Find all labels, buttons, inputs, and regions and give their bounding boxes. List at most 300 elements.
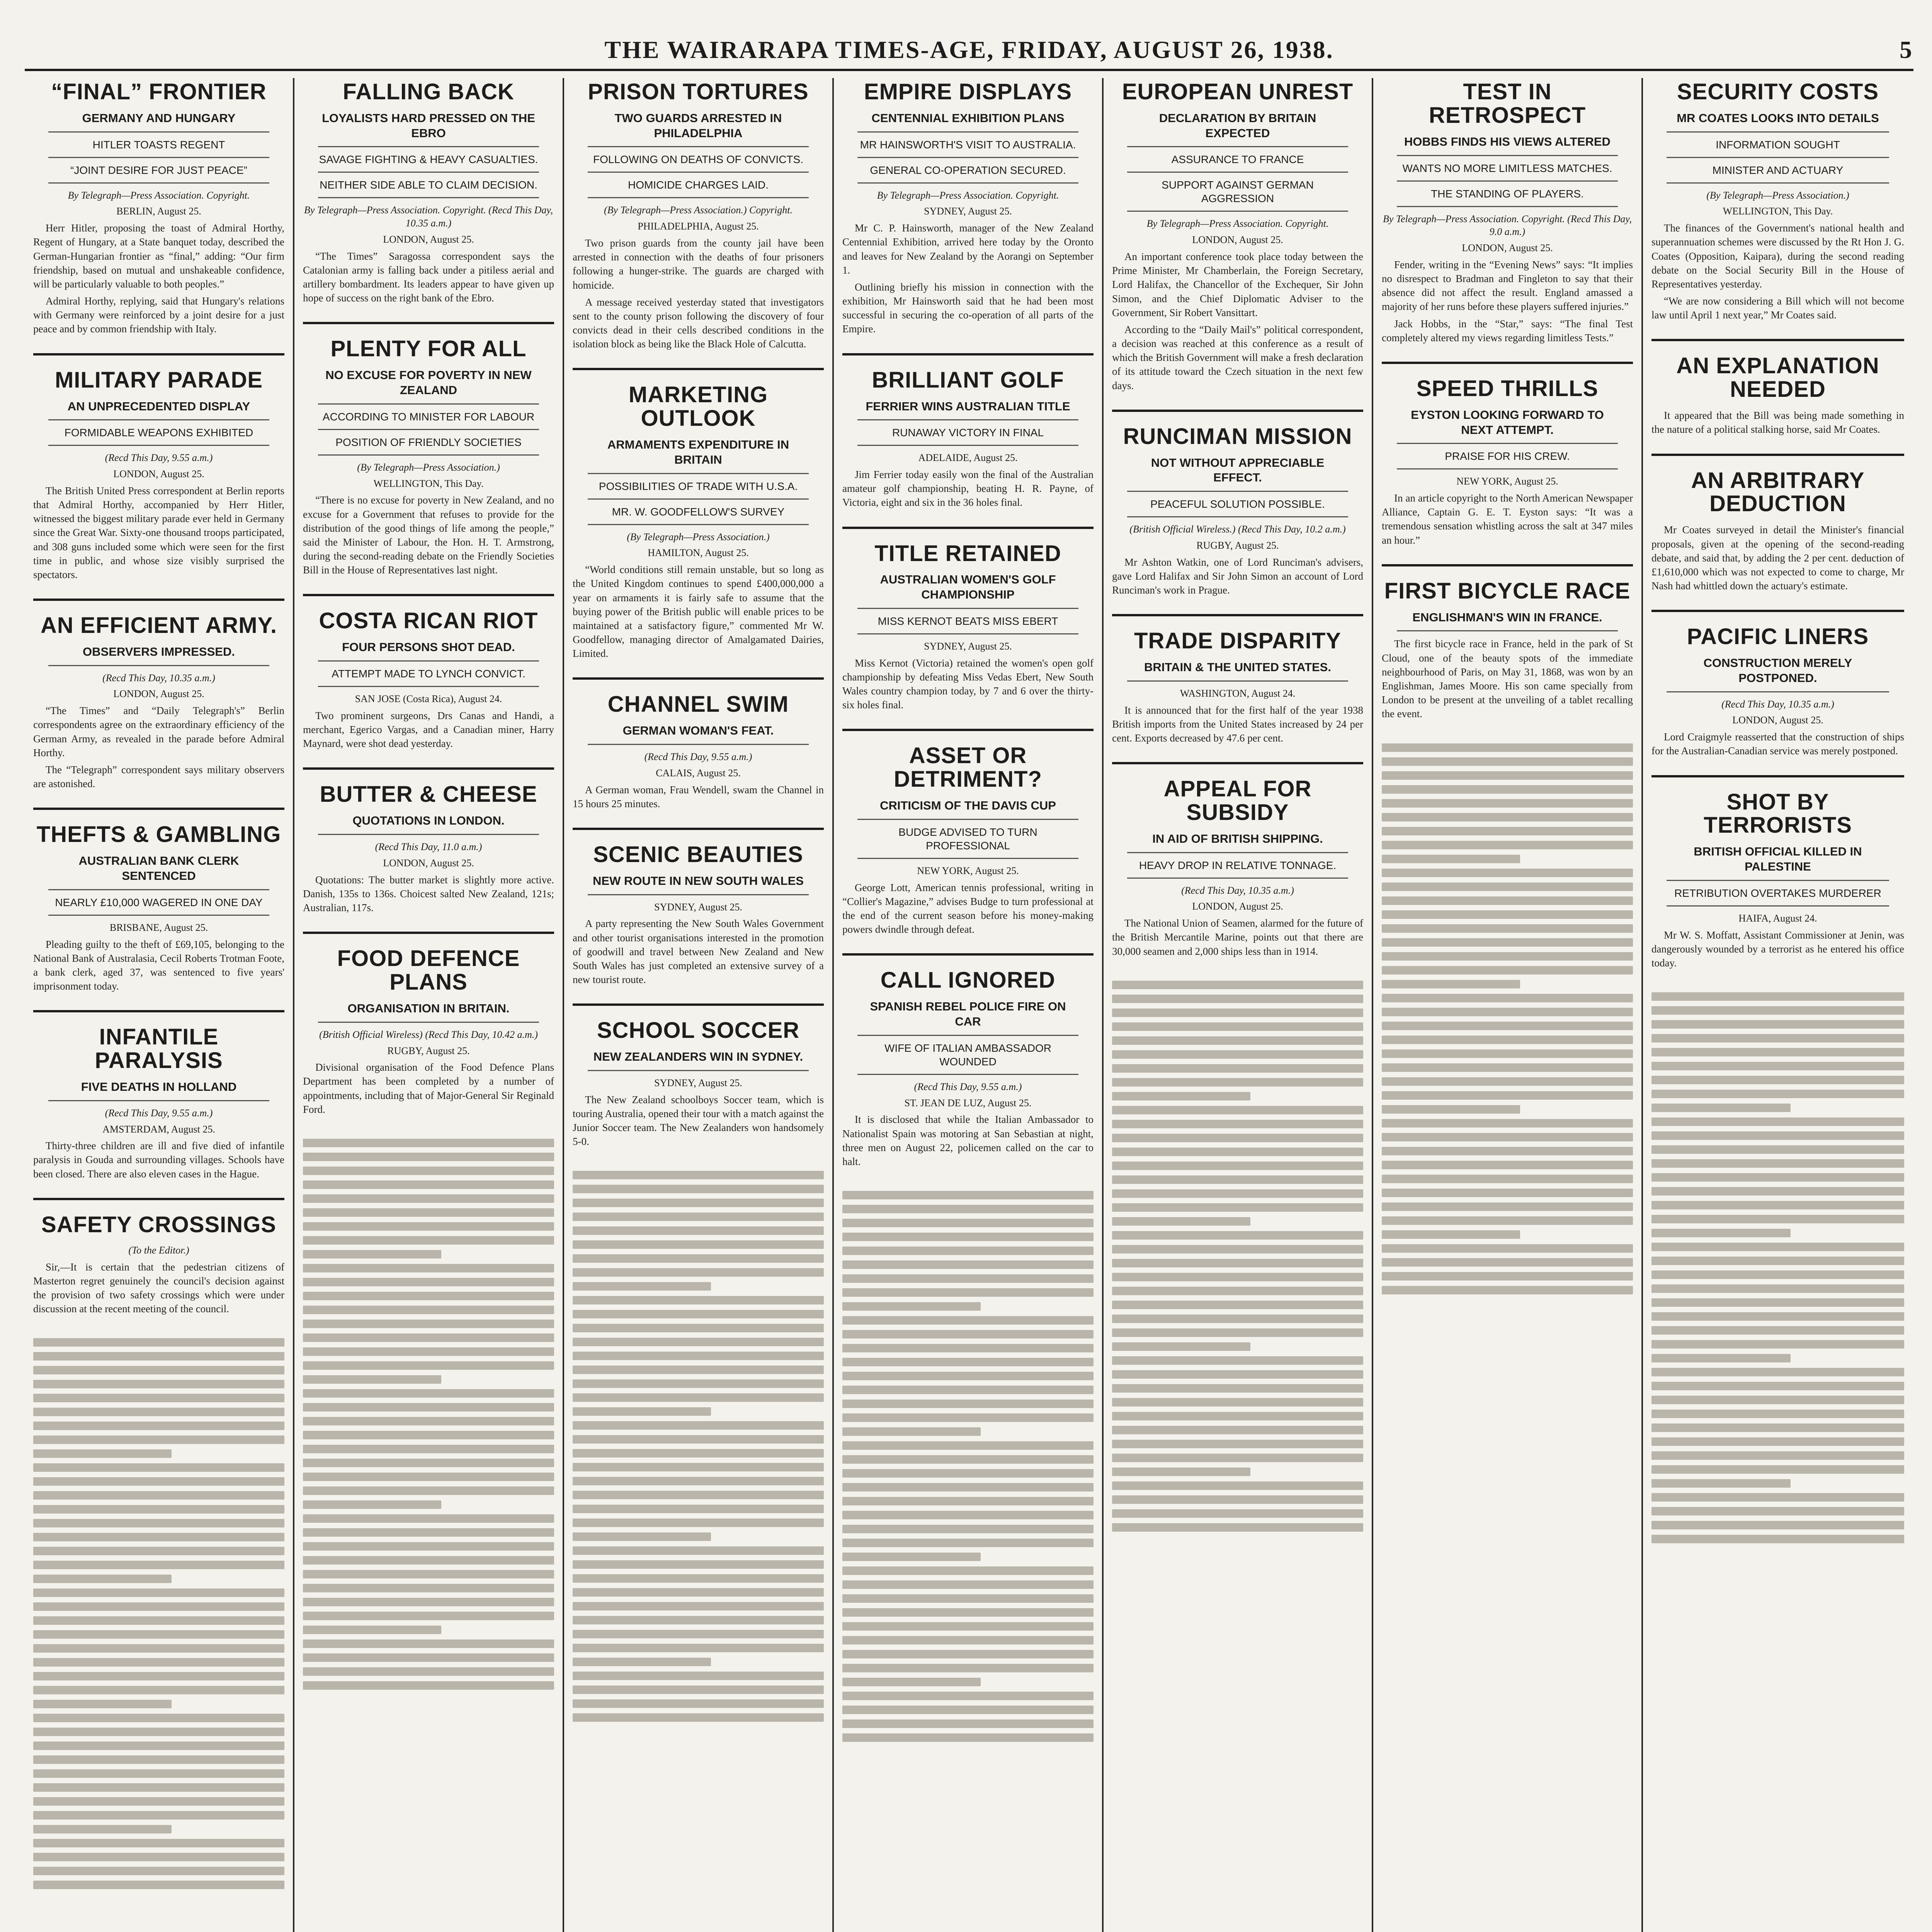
story-subheading: CONSTRUCTION MERELY POSTPONED.	[1667, 656, 1889, 692]
text-line-placeholder	[33, 1588, 284, 1597]
text-line-placeholder	[1382, 966, 1633, 975]
story-subheading: HOBBS FINDS HIS VIEWS ALTERED	[1397, 134, 1618, 156]
text-line-placeholder	[1651, 1090, 1904, 1098]
story-dateline: LONDON, August 25.	[1192, 234, 1283, 246]
text-line-placeholder	[303, 1653, 554, 1662]
text-line-placeholder	[1651, 1076, 1904, 1084]
text-line-placeholder	[303, 1667, 554, 1676]
story-subheading: MR COATES LOOKS INTO DETAILS	[1667, 111, 1889, 133]
text-line-placeholder	[842, 1692, 1094, 1700]
story-byline: By Telegraph—Press Association. Copyright.	[877, 189, 1059, 201]
story	[1651, 339, 1904, 439]
text-line-placeholder	[573, 1560, 824, 1569]
story-paragraph: In an article copyright to the North American Newspaper Alliance, Captain G. E. T. Eyston says: “It was a tremendous sensation whistling across the salt at 347 miles an hour.”	[1382, 492, 1633, 546]
text-line-placeholder	[1382, 924, 1633, 933]
story-subheading: BRITISH OFFICIAL KILLED IN PALESTINE	[1667, 844, 1889, 881]
text-line-placeholder	[1382, 1133, 1633, 1141]
text-line-placeholder	[573, 1588, 824, 1597]
text-line-placeholder	[1651, 1257, 1904, 1265]
text-line-placeholder	[1382, 827, 1633, 835]
text-line-placeholder	[1112, 1162, 1363, 1170]
story-subheading: RETRIBUTION OVERTAKES MURDERER	[1667, 886, 1889, 906]
text-line-placeholder	[842, 1469, 1094, 1478]
text-line-placeholder	[1382, 1022, 1633, 1030]
story-byline: (By Telegraph—Press Association.) Copyright.	[604, 204, 793, 216]
text-line-placeholder	[1112, 1009, 1363, 1017]
text-line-placeholder	[1382, 855, 1520, 863]
story-paragraph: Sir,—It is certain that the pedestrian citizens of Masterton regret genuinely the council's decision against the provision of two safety crossings which were under discussion at the recent meeting of the council.	[33, 1261, 284, 1315]
story	[1382, 78, 1633, 348]
text-line-placeholder	[33, 1408, 284, 1416]
text-line-placeholder	[842, 1497, 1094, 1505]
story-paragraph: Jack Hobbs, in the “Star,” says: “The final Test completely altered my views regarding limitless Tests.”	[1382, 318, 1633, 344]
text-line-placeholder	[1382, 1008, 1633, 1016]
story-subheading: ARMAMENTS EXPENDITURE IN BRITAIN	[588, 437, 809, 474]
story-byline: (By Telegraph—Press Association.)	[1706, 189, 1849, 201]
story-subheading: IN AID OF BRITISH SHIPPING.	[1127, 832, 1348, 853]
text-line-placeholder	[1651, 1535, 1904, 1543]
story-paragraph: According to the “Daily Mail's” political correspondent, a decision was reached at this conference as a result of which the British Government will make a fresh declaration of its attitude toward the Czech situation in the next few days.	[1112, 323, 1363, 391]
text-line-placeholder	[573, 1226, 824, 1235]
text-line-placeholder	[303, 1222, 554, 1231]
story-body	[842, 1112, 1094, 1168]
text-line-placeholder	[1382, 980, 1520, 988]
text-line-placeholder	[1112, 1454, 1363, 1462]
story	[33, 1198, 284, 1319]
story-dateline: SAN JOSE (Costa Rica), August 24.	[355, 693, 502, 705]
story-byline: By Telegraph—Press Association. Copyright.	[1146, 218, 1329, 230]
story-subheading: INFORMATION SOUGHT	[1667, 138, 1889, 158]
text-line-placeholder	[33, 1714, 284, 1722]
story-subheading: SPANISH REBEL POLICE FIRE ON CAR	[857, 999, 1078, 1036]
text-line-placeholder	[573, 1185, 824, 1193]
text-line-placeholder	[842, 1636, 1094, 1645]
text-line-placeholder	[842, 1247, 1094, 1255]
text-line-placeholder	[1112, 1078, 1363, 1087]
text-line-placeholder	[33, 1380, 284, 1388]
text-line-placeholder	[1382, 743, 1633, 752]
text-line-placeholder	[303, 1153, 554, 1161]
text-line-placeholder	[842, 1455, 1094, 1464]
column-text-filler	[303, 1133, 554, 1932]
text-line-placeholder	[573, 1407, 711, 1416]
story-body	[303, 493, 554, 577]
text-line-placeholder	[1112, 1370, 1363, 1379]
text-line-placeholder	[303, 1639, 554, 1648]
story	[842, 353, 1094, 513]
text-line-placeholder	[33, 1602, 284, 1611]
story-subheading: HOMICIDE CHARGES LAID.	[588, 178, 809, 198]
story-dateline: LONDON, August 25.	[113, 688, 204, 700]
text-line-placeholder	[1112, 1287, 1363, 1295]
text-line-placeholder	[1112, 1301, 1363, 1309]
story-paragraph: “World conditions still remain unstable, but so long as the United Kingdom continues to spend £400,000,000 a year on armaments it is fairly safe to assume that the buying power of the British public will enable prices to be maintained at a satisfactory figure,” commented Mr W. Goodfellow, managing director of Amalgamated Dairies, Limited.	[573, 564, 824, 660]
story-paragraph: A party representing the New South Wales Government and other tourist organisations interested in the promotion of goodwill and travel between New Zealand and New South Wales has just completed an extensive survey of a new tourist route.	[573, 918, 824, 986]
story-subheading: BRITAIN & THE UNITED STATES.	[1127, 660, 1348, 682]
text-line-placeholder	[1651, 1215, 1904, 1223]
text-line-placeholder	[303, 1180, 554, 1189]
story	[303, 594, 554, 753]
story	[842, 729, 1094, 939]
text-line-placeholder	[842, 1205, 1094, 1213]
text-line-placeholder	[1651, 1159, 1904, 1168]
text-line-placeholder	[1382, 771, 1633, 780]
story-body	[33, 484, 284, 582]
story-headline: SCHOOL SOCCER	[597, 1018, 800, 1043]
text-line-placeholder	[303, 1598, 554, 1606]
story-dateline: BERLIN, August 25.	[116, 206, 201, 217]
text-line-placeholder	[1651, 1117, 1904, 1126]
story-subheading: THE STANDING OF PLAYERS.	[1397, 187, 1618, 207]
story-body	[1651, 928, 1904, 970]
story-body	[33, 704, 284, 791]
text-line-placeholder	[573, 1602, 824, 1611]
column-text-filler	[842, 1185, 1094, 1932]
text-line-placeholder	[573, 1644, 824, 1652]
text-line-placeholder	[303, 1528, 554, 1537]
story-byline: By Telegraph—Press Association. Copyright. (Recd This Day, 9.0 a.m.)	[1383, 213, 1632, 238]
story-body	[303, 709, 554, 751]
text-line-placeholder	[33, 1519, 284, 1527]
text-line-placeholder	[573, 1199, 824, 1207]
story-headline: TEST IN RETROSPECT	[1429, 79, 1586, 128]
text-line-placeholder	[1112, 1315, 1363, 1323]
story-paragraph: It is disclosed that while the Italian Ambassador to Nationalist Spain was motoring at San Sebastian at night, three men on August 22, policemen called on the car to halt.	[842, 1114, 1094, 1167]
story-paragraph: An important conference took place today between the Prime Minister, Mr Chamberlain, the Foreign Secretary, Lord Halifax, the Chancellor of the Exchequer, Sir John Simon, and the Chief Diplomatic Adviser to the Government, Sir Robert Vansittart.	[1112, 250, 1363, 318]
text-line-placeholder	[303, 1473, 554, 1481]
story-subheading: FORMIDABLE WEAPONS EXHIBITED	[48, 426, 269, 446]
story-subheading: MR HAINSWORTH'S VISIT TO AUSTRALIA.	[857, 138, 1078, 158]
text-line-placeholder	[303, 1486, 554, 1495]
text-line-placeholder	[1112, 1022, 1363, 1031]
text-line-placeholder	[303, 1612, 554, 1620]
story-subheading: GENERAL CO-OPERATION SECURED.	[857, 163, 1078, 184]
text-line-placeholder	[1112, 1495, 1363, 1504]
text-line-placeholder	[303, 1250, 441, 1259]
text-line-placeholder	[1382, 1202, 1633, 1211]
text-line-placeholder	[1112, 1384, 1363, 1393]
text-line-placeholder	[1382, 869, 1633, 877]
masthead	[25, 36, 1913, 71]
story-dateline: HAIFA, August 24.	[1738, 912, 1817, 924]
text-line-placeholder	[33, 1755, 284, 1764]
story-paragraph: The first bicycle race in France, held in the park of St Cloud, one of the beauty spots of the immediate neighbourhood of Paris, on May 31, 1868, was won by an Englishman, James Moore. His son came specially from London to be present at the unveiling of a tablet recalling the event.	[1382, 638, 1633, 720]
story-paragraph: Divisional organisation of the Food Defence Plans Department has been completed by a number of appointments, including that of Major-General Sir Reginald Ford.	[303, 1061, 554, 1115]
story-headline: ASSET OR DETRIMENT?	[894, 743, 1042, 792]
text-line-placeholder	[303, 1431, 554, 1439]
story-byline: (By Telegraph—Press Association.)	[357, 461, 500, 473]
story	[1382, 564, 1633, 724]
text-line-placeholder	[1382, 1049, 1633, 1058]
text-line-placeholder	[1112, 1481, 1363, 1490]
story	[842, 527, 1094, 715]
story-headline: CALL IGNORED	[880, 968, 1056, 993]
story-subheading: FERRIER WINS AUSTRALIAN TITLE	[857, 399, 1078, 421]
story-subheading: NEW ZEALANDERS WIN IN SYDNEY.	[588, 1049, 809, 1071]
story-paragraph: Herr Hitler, proposing the toast of Admiral Horthy, Regent of Hungary, at a State banquet today, described the German-Hungarian frontier as “final,” adding: “Our firm friendship, based on mutual and unshakeable confidence, will be particularly valuable to both peoples.”	[33, 222, 284, 290]
text-line-placeholder	[1112, 1398, 1363, 1406]
story-body	[842, 656, 1094, 712]
text-line-placeholder	[33, 1547, 284, 1555]
story-paragraph: It appeared that the Bill was being made something in the nature of a political stalking horse, said Mr Coates.	[1651, 410, 1904, 435]
story-paragraph: Pleading guilty to the theft of £69,105, belonging to the National Bank of Australasia, Cecil Roberts Trotman Foote, a bank clerk, aged 37, was sentenced to five years' imprisonment today.	[33, 938, 284, 992]
text-line-placeholder	[842, 1316, 1094, 1325]
story-subheading: WIFE OF ITALIAN AMBASSADOR WOUNDED	[857, 1041, 1078, 1075]
story	[33, 1010, 284, 1184]
story-headline: TITLE RETAINED	[874, 541, 1061, 566]
story-subheading: POSSIBILITIES OF TRADE WITH U.S.A.	[588, 480, 809, 500]
story-body	[842, 881, 1094, 937]
story-body	[1382, 258, 1633, 345]
story-dateline: BRISBANE, August 25.	[109, 922, 208, 933]
story-byline: (Recd This Day, 9.55 a.m.)	[105, 1107, 213, 1119]
text-line-placeholder	[1382, 938, 1633, 947]
text-line-placeholder	[1112, 1134, 1363, 1142]
text-line-placeholder	[303, 1500, 441, 1509]
story-headline: BUTTER & CHEESE	[320, 782, 537, 807]
story-paragraph: “The Times” Saragossa correspondent says the Catalonian army is falling back under a pitiless aerial and artillery bombardment. Its leaders appear to have given up hope of success on the right bank of the Ebro.	[303, 250, 554, 304]
story	[1112, 78, 1363, 396]
text-line-placeholder	[573, 1713, 824, 1722]
text-line-placeholder	[33, 1700, 172, 1708]
story-body	[303, 249, 554, 305]
text-line-placeholder	[1382, 1091, 1633, 1100]
text-line-placeholder	[33, 1672, 284, 1680]
story-dateline: ST. JEAN DE LUZ, August 25.	[904, 1097, 1032, 1109]
column-7	[1643, 78, 1913, 1932]
text-line-placeholder	[1112, 1120, 1363, 1128]
story	[33, 353, 284, 585]
text-line-placeholder	[1112, 1036, 1363, 1045]
text-line-placeholder	[33, 1477, 284, 1486]
text-line-placeholder	[573, 1546, 824, 1555]
text-line-placeholder	[1382, 1036, 1633, 1044]
story-body	[1112, 250, 1363, 393]
story-subheading: HEAVY DROP IN RELATIVE TONNAGE.	[1127, 859, 1348, 879]
text-line-placeholder	[573, 1685, 824, 1694]
text-line-placeholder	[1382, 896, 1633, 905]
text-line-placeholder	[1651, 1423, 1904, 1432]
text-line-placeholder	[1382, 799, 1633, 808]
story	[1651, 454, 1904, 596]
text-line-placeholder	[573, 1296, 824, 1304]
story-headline: SPEED THRILLS	[1416, 376, 1599, 401]
story-headline: EMPIRE DISPLAYS	[864, 79, 1072, 104]
text-line-placeholder	[1382, 910, 1633, 919]
text-line-placeholder	[1112, 1189, 1363, 1198]
story-paragraph: Mr W. S. Moffatt, Assistant Commissioner at Jenin, was dangerously wounded by a terrorist as he entered his office today.	[1651, 929, 1904, 969]
text-line-placeholder	[1382, 785, 1633, 794]
text-line-placeholder	[573, 1171, 824, 1179]
text-line-placeholder	[33, 1463, 284, 1472]
story-subheading: AN UNPRECEDENTED DISPLAY	[48, 399, 269, 421]
text-line-placeholder	[842, 1553, 981, 1561]
text-line-placeholder	[33, 1769, 284, 1778]
text-line-placeholder	[573, 1505, 824, 1513]
text-line-placeholder	[842, 1566, 1094, 1575]
story-body	[33, 1139, 284, 1181]
story	[573, 828, 824, 990]
text-line-placeholder	[842, 1733, 1094, 1742]
text-line-placeholder	[573, 1240, 824, 1249]
story-headline: PACIFIC LINERS	[1687, 624, 1869, 650]
text-line-placeholder	[33, 1394, 284, 1402]
text-line-placeholder	[842, 1219, 1094, 1227]
story-paragraph: The British United Press correspondent at Berlin reports that Admiral Horthy, accompanied by Herr Hitler, witnessed the biggest military parade ever held in Germany since the Great War. Sixty-one thousand troops participated, and 308 guns included some which were seen for the first time in public, and whose size visibly surprised the spectators.	[33, 485, 284, 580]
text-line-placeholder	[33, 1644, 284, 1653]
text-line-placeholder	[573, 1519, 824, 1527]
story-headline: THEFTS & GAMBLING	[36, 822, 281, 847]
text-line-placeholder	[842, 1288, 1094, 1297]
text-line-placeholder	[33, 1825, 172, 1833]
story-subheading: PEACEFUL SOLUTION POSSIBLE.	[1127, 497, 1348, 517]
text-line-placeholder	[1382, 757, 1633, 766]
text-line-placeholder	[1651, 1062, 1904, 1070]
story-subheading: AUSTRALIAN BANK CLERK SENTENCED	[48, 854, 269, 890]
story-paragraph: “There is no excuse for poverty in New Zealand, and no excuse for a Government that refuses to provide for the distribution of the good things of life among the people,” said the Minister of Labour, the Hon. H. T. Armstrong, during the second-reading debate on the Friendly Societies Bill in the House of Representatives last night.	[303, 494, 554, 576]
story-headline: SCENIC BEAUTIES	[593, 842, 803, 867]
story-dateline: SYDNEY, August 25.	[924, 206, 1012, 217]
text-line-placeholder	[573, 1616, 824, 1624]
text-line-placeholder	[842, 1483, 1094, 1492]
text-line-placeholder	[842, 1372, 1094, 1380]
story-paragraph: The New Zealand schoolboys Soccer team, which is touring Australia, opened their tour with a match against the Junior Soccer team. The New Zealanders won handsomely 5-0.	[573, 1094, 824, 1148]
story-dateline: WELLINGTON, This Day.	[373, 478, 484, 489]
text-line-placeholder	[303, 1556, 554, 1565]
story-body	[1112, 703, 1363, 745]
text-line-placeholder	[1382, 1105, 1520, 1114]
story-body	[1651, 221, 1904, 322]
text-line-placeholder	[33, 1783, 284, 1792]
story-dateline: PHILADELPHIA, August 25.	[638, 221, 759, 232]
story	[303, 932, 554, 1119]
text-line-placeholder	[1651, 1034, 1904, 1043]
text-line-placeholder	[33, 1533, 284, 1541]
text-line-placeholder	[303, 1347, 554, 1356]
story-paragraph: George Lott, American tennis professional, writing in “Collier's Magazine,” advises Budge to turn professional at the end of the current season before his money-making powers dwindle through defeat.	[842, 881, 1094, 935]
text-line-placeholder	[573, 1672, 824, 1680]
text-line-placeholder	[573, 1421, 824, 1430]
story-byline: (British Official Wireless.) (Recd This Day, 10.2 a.m.)	[1129, 524, 1346, 535]
story-subheading: NOT WITHOUT APPRECIABLE EFFECT.	[1127, 456, 1348, 492]
text-line-placeholder	[303, 1403, 554, 1412]
text-line-placeholder	[1112, 1426, 1363, 1434]
text-line-placeholder	[303, 1584, 554, 1592]
text-line-placeholder	[842, 1400, 1094, 1408]
text-line-placeholder	[33, 1797, 284, 1806]
text-line-placeholder	[1651, 1396, 1904, 1404]
text-line-placeholder	[842, 1664, 1094, 1672]
story-subheading: FIVE DEATHS IN HOLLAND	[48, 1080, 269, 1101]
text-line-placeholder	[1382, 1147, 1633, 1155]
story-subheading: FOLLOWING ON DEATHS OF CONVICTS.	[588, 153, 809, 173]
text-line-placeholder	[303, 1681, 554, 1690]
story-paragraph: The National Union of Seamen, alarmed for the future of the British Mercantile Marine, points out that there are 30,000 seamen and 2,000 ships less than in 1914.	[1112, 917, 1363, 957]
text-line-placeholder	[1651, 1340, 1904, 1349]
column-2	[294, 78, 564, 1932]
text-line-placeholder	[573, 1449, 824, 1458]
column-text-filler	[1651, 987, 1904, 1932]
story-headline: PLENTY FOR ALL	[330, 336, 527, 362]
text-line-placeholder	[303, 1194, 554, 1203]
story-byline: (Recd This Day, 11.0 a.m.)	[375, 841, 482, 853]
story-subheading: ATTEMPT MADE TO LYNCH CONVICT.	[318, 667, 539, 687]
text-line-placeholder	[1651, 1104, 1791, 1112]
text-line-placeholder	[573, 1463, 824, 1471]
story	[573, 1003, 824, 1151]
story-dateline: HAMILTON, August 25.	[648, 547, 749, 559]
text-line-placeholder	[303, 1417, 554, 1425]
text-line-placeholder	[1651, 1243, 1904, 1251]
story-body	[573, 783, 824, 811]
story-dateline: LONDON, August 25.	[383, 857, 474, 869]
text-line-placeholder	[573, 1379, 824, 1388]
text-line-placeholder	[303, 1459, 554, 1467]
story-subheading: LOYALISTS HARD PRESSED ON THE EBRO	[318, 111, 539, 148]
story-dateline: RUGBY, August 25.	[387, 1045, 470, 1056]
text-line-placeholder	[303, 1361, 554, 1370]
text-line-placeholder	[1651, 1020, 1904, 1029]
text-line-placeholder	[303, 1292, 554, 1300]
story-headline: COSTA RICAN RIOT	[319, 608, 538, 634]
text-line-placeholder	[1651, 992, 1904, 1001]
text-line-placeholder	[1382, 1272, 1633, 1281]
story-dateline: LONDON, August 25.	[383, 233, 474, 245]
page-number: 5	[1900, 36, 1912, 63]
story-paragraph: The finances of the Government's national health and superannuation schemes were discussed by the Rt Hon J. G. Coates (Opposition, Kaipara), during the second reading debate on the Social Security Bill in the House of Representatives yesterday.	[1651, 222, 1904, 290]
text-line-placeholder	[33, 1366, 284, 1374]
text-line-placeholder	[842, 1233, 1094, 1241]
story-subheading: NEARLY £10,000 WAGERED IN ONE DAY	[48, 896, 269, 916]
text-line-placeholder	[842, 1302, 981, 1311]
text-line-placeholder	[842, 1344, 1094, 1352]
text-line-placeholder	[303, 1278, 554, 1286]
story-paragraph: It is announced that for the first half of the year 1938 British imports from the United States increased by 24 per cent. Exports decreased by 47.6 per cent.	[1112, 704, 1363, 744]
story-byline: (British Official Wireless) (Recd This Day, 10.42 a.m.)	[319, 1029, 538, 1040]
story-subheading: NEITHER SIDE ABLE TO CLAIM DECISION.	[318, 178, 539, 198]
story-subheading: ASSURANCE TO FRANCE	[1127, 153, 1348, 173]
story	[1112, 410, 1363, 600]
text-line-placeholder	[303, 1167, 554, 1175]
story	[1651, 610, 1904, 761]
text-line-placeholder	[573, 1254, 824, 1263]
story	[1112, 614, 1363, 748]
text-line-placeholder	[573, 1477, 824, 1485]
text-line-placeholder	[1382, 1119, 1633, 1128]
story-headline: AN ARBITRARY DEDUCTION	[1691, 468, 1865, 517]
text-line-placeholder	[1651, 1437, 1904, 1446]
story-byline: (To the Editor.)	[128, 1244, 189, 1256]
story	[1651, 78, 1904, 325]
text-line-placeholder	[1112, 1050, 1363, 1059]
text-line-placeholder	[1112, 981, 1363, 989]
text-line-placeholder	[842, 1594, 1094, 1603]
text-line-placeholder	[573, 1630, 824, 1638]
text-line-placeholder	[573, 1366, 824, 1374]
story-dateline: SYDNEY, August 25.	[654, 901, 742, 913]
text-line-placeholder	[573, 1574, 824, 1583]
story-body	[1651, 408, 1904, 436]
story-subheading: BUDGE ADVISED TO TURN PROFESSIONAL	[857, 825, 1078, 859]
story-paragraph: A German woman, Frau Wendell, swam the Channel in 15 hours 25 minutes.	[573, 784, 824, 810]
story	[1112, 762, 1363, 961]
text-line-placeholder	[1651, 1187, 1904, 1196]
story-paragraph: Mr C. P. Hainsworth, manager of the New Zealand Centennial Exhibition, arrived here today by the Oronto and leaves for New Zealand by the Aorangi on September 1.	[842, 222, 1094, 276]
story-headline: BRILLIANT GOLF	[872, 367, 1064, 393]
story-headline: FIRST BICYCLE RACE	[1384, 578, 1631, 604]
text-line-placeholder	[1112, 1440, 1363, 1448]
story-paragraph: Outlining briefly his mission in connection with the exhibition, Mr Hainsworth said that he had been most successful in securing the co-operation of all parts of the Empire.	[842, 281, 1094, 335]
